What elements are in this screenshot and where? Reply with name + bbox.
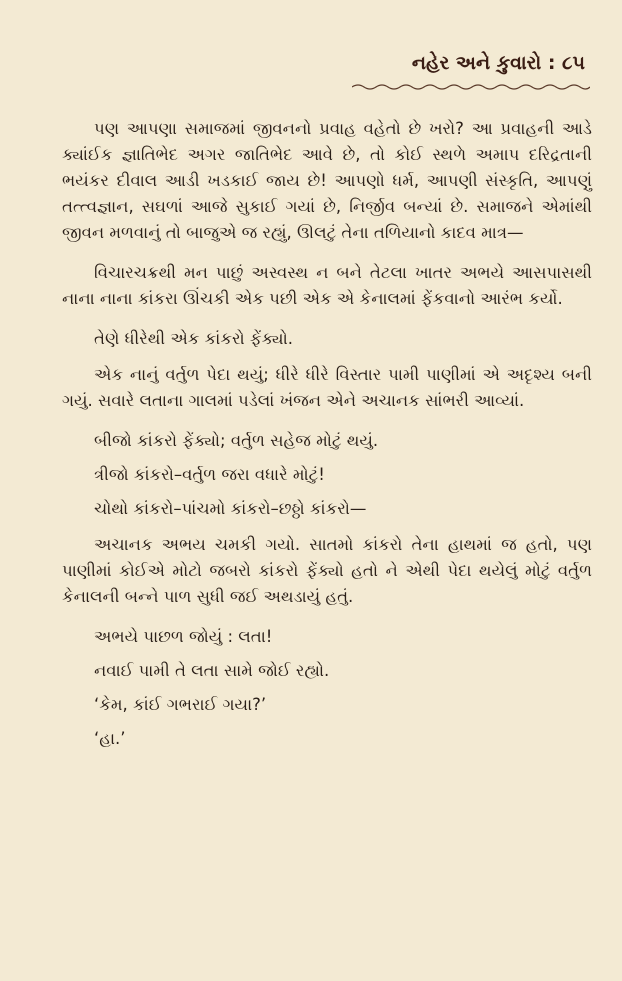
paragraph: અચાનક અભય ચમકી ગયો. સાતમો કાંકરો તેના હાથમાં જ હતો, પણ પાણીમાં કોઈએ મોટો જબરો કાંકરો ફેંક્યો હતો ને એથી પેદા થયેલું મોટું વર્તુળ કેનાલની બન્ને પાળ સુધી જઈ અથડાયું હતું. [62,535,592,606]
text-line: તેણે ધીરેથી એક કાંકરો ફેંક્યો. [94,329,293,348]
page-body [62,116,592,760]
paragraph: પણ આપણા સમાજમાં જીવનનો પ્રવાહ વહેતો છે ખરો? આ પ્રવાહની આડે ક્યાંઈક જ્ઞાતિભેદ અગર જાતિભેદ આવે છે, તો કોઈ સ્થળે અમાપ દરિદ્રતાની ભયંકર દીવાલ આડી ખડકાઈ જાય છે! આપણો ધર્મ, આપણી સંસ્કૃતિ, આપણું તત્ત્વજ્ઞાન, સઘળાં આજે સુકાઈ ગયાં છે, નિર્જીવ બન્યાં છે. સમાજને એમાંથી જીવન મળવાનું તો બાજુએ જ રહ્યું, ઊલટું તેના તળિયાનો કાદવ માત્ર— [62,119,592,242]
text-line: ‘હા.’ [94,729,126,748]
decorative-wavy-rule [352,83,590,91]
paragraph: એક નાનું વર્તુળ પેદા થયું; ધીરે ધીરે વિસ્તાર પામી પાણીમાં એ અદૃશ્ય બની ગયું. સવારે લતાના ગાલમાં પડેલાં ખંજન એને અચાનક સાંભરી આવ્યાં. [62,365,592,410]
running-title: નહેર અને કુવારો : ૮૫ [411,52,585,74]
text-line: નવાઈ પામી તે લતા સામે જોઈ રહ્યો. [94,661,330,680]
text-line: બીજો કાંકરો ફેંક્યો; વર્તુળ સહેજ મોટું થયું. [94,431,379,450]
text-line: અભયે પાછળ જોયું : લતા! [94,627,273,646]
text-line: ‘કેમ, કાંઈ ગભરાઈ ગયા?’ [94,695,267,714]
text-line: ત્રીજો કાંકરો–વર્તુળ જરા વધારે મોટું! [94,465,325,484]
text-line: ચોથો કાંકરો–પાંચમો કાંકરો–છઠ્ઠો કાંકરો— [94,499,367,518]
paragraph: વિચારચક્રથી મન પાછું અસ્વસ્થ ન બને તેટલા ખાતર અભયે આસપાસથી નાના નાના કાંકરા ઊંચકી એક પછી એક એ કેનાલમાં ફેંકવાનો આરંભ કર્યો. [62,263,592,308]
